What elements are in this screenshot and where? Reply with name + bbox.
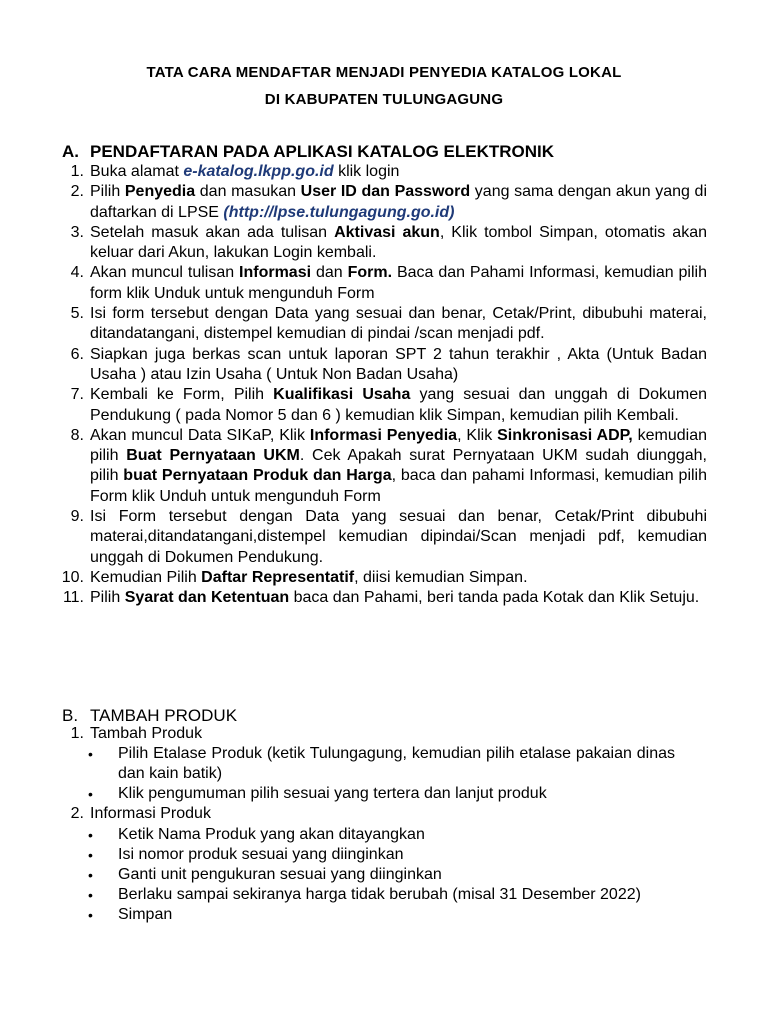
step-text [90, 385, 707, 426]
product-step-label: Tambah Produk [90, 725, 203, 742]
step-text [90, 162, 707, 182]
step-text-part: Baca dan Pahami Informasi, kemudian pilih form klik Unduk untuk mengunduh Form [90, 264, 707, 302]
step-number-text: 2. [70, 805, 84, 823]
bullet-text: Berlaku sampai sekiranya harga tidak berubah (misal 31 Desember 2022) [118, 885, 641, 903]
step-number [36, 588, 90, 608]
section-a-letter: A. [62, 142, 79, 161]
step-text-part: dan [311, 264, 348, 282]
document-title-line-1: TATA CARA MENDAFTAR MENJADI PENYEDIA KATALOG LOKAL [146, 64, 622, 81]
step-number [36, 182, 90, 223]
bullet-item [36, 905, 707, 925]
step-number-text: 5. [70, 305, 84, 323]
bullet-icon: • [88, 906, 93, 923]
step-text-part: Setelah masuk akan ada tulisan [90, 223, 335, 241]
bullet-item [36, 825, 707, 845]
step-text-part: , Klik tombol Simpan, otomatis akan keluar dari Akun, lakukan Login kembali. [90, 223, 707, 262]
step-item [36, 568, 707, 588]
step-number-text: 4. [70, 264, 84, 282]
bullet-icon: • [88, 866, 93, 883]
step-bold-text: Sinkronisasi ADP, [497, 426, 633, 444]
step-bold-text: buat Pernyataan Produk dan Harga [123, 467, 392, 485]
bullet-item [36, 885, 707, 905]
step-bold-text: Informasi Penyedia [309, 426, 458, 444]
step-number [36, 426, 90, 507]
bullet-icon: • [88, 846, 93, 863]
step-number-text: 1. [70, 163, 84, 180]
step-item [36, 304, 707, 345]
step-number-text: 6. [70, 345, 84, 363]
step-text-part: Akan muncul Data SIKaP, Klik [90, 426, 310, 444]
step-text [90, 223, 707, 264]
product-step-item [36, 804, 707, 824]
bullet-item [36, 744, 707, 784]
step-text-part: Kemudian Pilih [90, 568, 202, 586]
step-bold-text: Buat Pernyataan UKM [126, 447, 300, 465]
bullet-list [36, 825, 707, 925]
section-b-letter: B. [62, 706, 79, 725]
step-text-part: kemudian pilih [90, 426, 707, 465]
step-text-part: yang sama dengan akun yang di daftarkan di LPSE [90, 183, 708, 221]
step-number-text: 7. [70, 386, 84, 404]
bullet-list [36, 744, 707, 804]
step-bold-text: Informasi [239, 264, 312, 282]
step-text-part: Pilih [90, 183, 125, 201]
step-number [36, 804, 90, 824]
section-b-steps [36, 724, 707, 925]
step-number [36, 385, 90, 426]
step-number-text: 1. [70, 725, 84, 742]
bullet-icon: • [88, 826, 93, 843]
bullet-text: Isi nomor produk sesuai yang diinginkan [118, 845, 404, 863]
bullet-text: Simpan [118, 905, 173, 923]
step-item [36, 588, 707, 608]
product-step-label: Informasi Produk [90, 805, 211, 823]
step-number-text: 11. [62, 589, 84, 607]
step-number [36, 507, 90, 568]
step-text-part: Pilih [90, 589, 125, 607]
step-bold-text: Syarat dan Ketentuan [124, 589, 290, 607]
bullet-item [36, 845, 707, 865]
step-number-text: 2. [70, 183, 84, 201]
step-text-part: , Klik [457, 426, 498, 444]
bullet-icon: • [88, 746, 93, 763]
bullet-icon: • [88, 886, 93, 903]
step-text [90, 426, 707, 507]
step-text-part: dan masukan [195, 183, 301, 201]
step-number-text: 8. [70, 426, 84, 444]
step-number [36, 162, 90, 182]
step-text-part: . Cek Apakah surat Pernyataan UKM sudah diunggah, pilih [90, 447, 707, 485]
step-item [36, 507, 707, 568]
step-text-part: Akan muncul tulisan [90, 264, 240, 282]
step-text-part: Siapkan juga berkas scan untuk laporan SPT 2 tahun terakhir , Akta (Untuk Badan Usaha ) atau Izin Usaha ( Untuk Non Badan Usaha) [90, 345, 707, 383]
step-number-text: 9. [70, 508, 84, 526]
step-text [90, 507, 707, 568]
step-link[interactable]: e-katalog.lkpp.go.id [183, 163, 334, 180]
step-bold-text: Kualifikasi Usaha [273, 386, 411, 404]
bullet-icon: • [88, 786, 93, 803]
bullet-text: Ganti unit pengukuran sesuai yang diinginkan [118, 865, 442, 883]
step-text [90, 345, 707, 386]
product-step-item [36, 724, 707, 744]
document-title-line-2: DI KABUPATEN TULUNGAGUNG [264, 91, 504, 108]
step-text-part: yang sesuai dan unggah di Dokumen Pendukung ( pada Nomor 5 dan 6 ) kemudian klik Simpan, kemudian pilih Kembali. [90, 386, 707, 424]
step-link[interactable]: (http://lpse.tulungagung.go.id) [223, 203, 455, 221]
step-item [36, 426, 707, 507]
step-item [36, 385, 707, 426]
step-number [36, 263, 90, 304]
step-number [36, 568, 90, 588]
section-b-title: TAMBAH PRODUK [90, 706, 238, 725]
bullet-text: Pilih Etalase Produk (ketik Tulungagung, kemudian pilih etalase pakaian dinas dan kain batik) [118, 745, 675, 783]
bullet-text: Klik pengumuman pilih sesuai yang tertera dan lanjut produk [118, 785, 547, 803]
step-text [90, 182, 707, 223]
section-a-steps [36, 162, 707, 609]
step-number-text: 10. [61, 568, 84, 586]
section-a-heading [62, 142, 554, 162]
step-text-part: klik login [333, 163, 400, 180]
step-bold-text: Form. [347, 264, 393, 282]
bullet-item [36, 865, 707, 885]
step-item [36, 263, 707, 304]
step-text-part: , diisi kemudian Simpan. [354, 568, 528, 586]
step-text [90, 304, 707, 345]
step-bold-text: Aktivasi akun [334, 223, 440, 241]
step-item [36, 223, 707, 264]
step-number [36, 223, 90, 264]
bullet-item [36, 784, 707, 804]
step-number [36, 304, 90, 345]
bullet-text: Ketik Nama Produk yang akan ditayangkan [118, 825, 425, 843]
step-text-part: Kembali ke Form, Pilih [90, 386, 274, 404]
step-bold-text: Penyedia [124, 183, 196, 201]
step-item [36, 345, 707, 386]
step-text-part: Isi Form tersebut dengan Data yang sesuai dan benar, Cetak/Print dibubuhi materai,ditandatangani,distempel kemudian dipindai/Scan menjadi pdf, kemudian unggah di Dokumen Pendukung. [90, 508, 707, 566]
step-text [90, 588, 707, 608]
section-b-heading [62, 706, 237, 726]
step-text [90, 568, 707, 588]
step-text [90, 263, 707, 304]
step-bold-text: Daftar Representatif [201, 568, 355, 586]
step-text-part: Isi form tersebut dengan Data yang sesuai dan benar, Cetak/Print, dibubuhi materai, ditandatangani, distempel kemudian di pindai /scan menjadi pdf. [90, 305, 707, 343]
step-item [36, 182, 707, 223]
step-text-part: , baca dan pahami Informasi, kemudian pilih Form klik Unduh untuk mengunduh Form [90, 467, 707, 505]
step-number-text: 3. [70, 223, 84, 241]
step-number [36, 724, 90, 744]
step-bold-text: User ID dan Password [300, 183, 471, 201]
step-text-part: baca dan Pahami, beri tanda pada Kotak dan Klik Setuju. [289, 589, 700, 607]
section-a-title: PENDAFTARAN PADA APLIKASI KATALOG ELEKTRONIK [90, 142, 555, 161]
step-item [36, 162, 707, 182]
step-text-part: Buka alamat [90, 163, 184, 180]
step-number [36, 345, 90, 386]
